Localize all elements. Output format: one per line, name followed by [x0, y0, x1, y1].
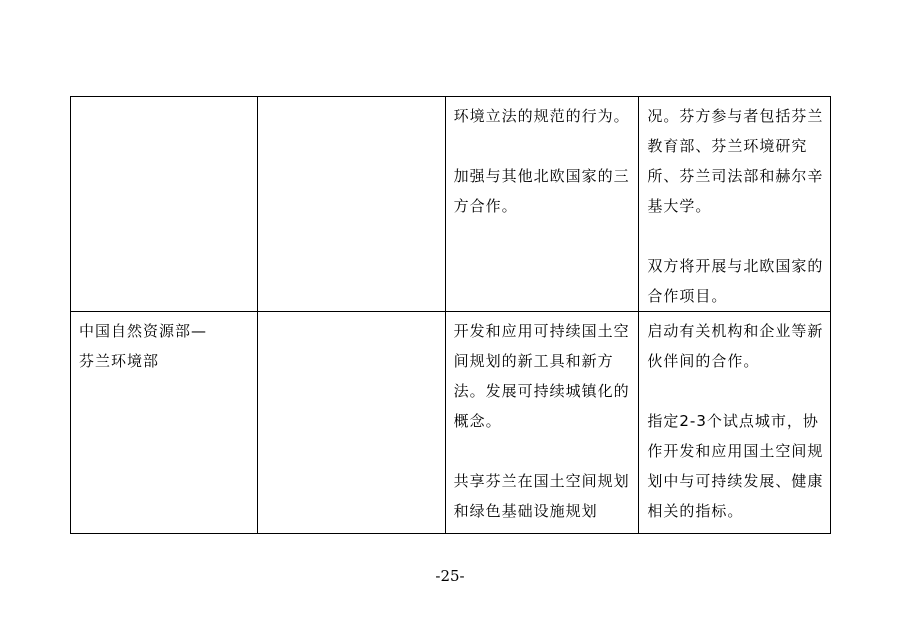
table-cell-empty — [258, 312, 445, 534]
table-cell-content — [445, 97, 639, 312]
table-cell-partner — [71, 97, 258, 312]
cell-paragraph: 启动有关机构和企业等新伙伴间的合作。 — [647, 322, 824, 370]
cell-paragraph: 双方将开展与北欧国家的合作项目。 — [647, 257, 824, 305]
cell-paragraph: 加强与其他北欧国家的三方合作。 — [453, 167, 630, 215]
table-cell-content — [639, 312, 831, 534]
cell-paragraph: 共享芬兰在国土空间规划和绿色基础设施规划 — [453, 472, 630, 520]
page-number: -25- — [435, 567, 465, 585]
table-cell-content — [639, 97, 831, 312]
table-cell-content — [445, 312, 639, 534]
table-row — [71, 312, 831, 534]
cell-paragraph: 环境立法的规范的行为。 — [453, 107, 630, 125]
table-cell-empty — [258, 97, 445, 312]
cell-paragraph: 开发和应用可持续国土空间规划的新工具和新方法。发展可持续城镇化的概念。 — [453, 322, 630, 430]
cell-paragraph: 况。芬方参与者包括芬兰教育部、芬兰环境研究所、芬兰司法部和赫尔辛基大学。 — [647, 107, 824, 215]
table-cell-partner — [71, 312, 258, 534]
cell-paragraph: 指定2-3个试点城市，协作开发和应用国土空间规划中与可持续发展、健康相关的指标。 — [647, 412, 824, 520]
document-table — [70, 96, 831, 534]
table-row — [71, 97, 831, 312]
cell-paragraph: 中国自然资源部— 芬兰环境部 — [79, 322, 208, 370]
